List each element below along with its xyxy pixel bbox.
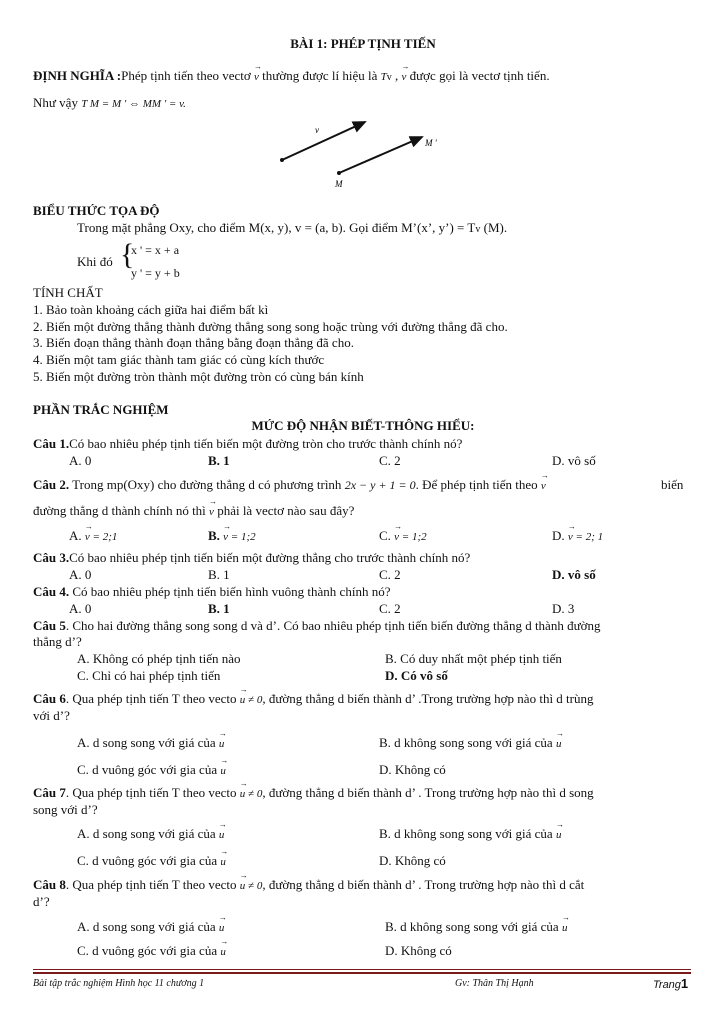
definition-text-c: được gọi là vectơ tịnh tiến. [409, 68, 550, 83]
translation-figure [263, 115, 483, 195]
quiz-subheading: MỨC ĐỘ NHẬN BIẾT-THÔNG HIỂU: [251, 418, 475, 433]
option-d: D. Không có [385, 943, 452, 958]
definition-line-2 [33, 95, 186, 111]
question-4: Câu 4. Có bao nhiêu phép tịnh tiến biến hình vuông thành chính nó? [33, 584, 391, 599]
question-2-end: biến [661, 477, 684, 492]
option-b: B. d không song song với giá của → u [379, 826, 561, 842]
figure-label-v: v [315, 125, 319, 135]
option-c: C. d vuông góc với gia của → u [77, 762, 226, 778]
property-item: 5. Biến một đường tròn thành một đường tròn có cùng bán kính [33, 369, 364, 384]
system-brace: { [120, 238, 135, 271]
question-3: Câu 3.Có bao nhiêu phép tịnh tiến biến một đường thẳng cho trước thành chính nó? [33, 550, 471, 565]
vector-mm-arrow [339, 137, 422, 173]
option-b: B. 1 [208, 453, 230, 468]
equation-y: y ' = y + b [131, 266, 180, 280]
option-d: D. vô số [552, 567, 596, 582]
property-item: 4. Biến một tam giác thành tam giác có cùng kích thước [33, 352, 325, 367]
option-c: C. Chỉ có hai phép tịnh tiến [77, 668, 221, 683]
question-6: Câu 6. Qua phép tịnh tiến T theo vecto → u ≠ 0, đường thẳng d biến thành d’ .Trong trường hợp nào thì d trùng [33, 691, 594, 707]
t-symbol: T [380, 71, 387, 83]
option-d: D. Không có [379, 853, 446, 868]
figure-label-m-prime: M ' [425, 138, 437, 148]
option-c: C. d vuông góc với gia của → u [77, 853, 226, 869]
footer-rule-thin [33, 969, 691, 970]
option-b: B. → v = 1;2 [208, 528, 256, 544]
option-c: C. 2 [379, 601, 401, 616]
khi-do-label: Khi đó [77, 254, 113, 269]
coord-line-1: Trong mặt phẳng Oxy, cho điểm M(x, y), v = (a, b). Gọi điểm M’(x’, y’) = Tv (M). [77, 220, 508, 235]
equation-x: x ' = x + a [131, 243, 180, 257]
option-b: B. 1 [208, 567, 230, 582]
option-b: B. 1 [208, 601, 230, 616]
option-d: D. → v = 2; 1 [552, 528, 603, 544]
option-c: C. → v = 1;2 [379, 528, 427, 544]
property-item: 3. Biến đoạn thẳng thành đoạn thẳng bằng đoạn thẳng đã cho. [33, 335, 354, 350]
question-8-line-2: d’? [33, 894, 50, 909]
option-d: D. Không có [379, 762, 446, 777]
option-d: D. Có vô số [385, 668, 448, 683]
definition-formula: T M = M ' ⇔ MM ' = v. [81, 98, 186, 110]
footer-left: Bài tập trắc nghiệm Hình học 11 chương 1 [33, 978, 205, 989]
option-c: C. d vuông góc với gia của → u [77, 943, 226, 959]
option-a: A. d song song với giá của → u [77, 735, 224, 751]
property-item: 1. Bảo toàn khoảng cách giữa hai điểm bất kì [33, 302, 269, 317]
option-a: A. d song song với giá của → u [77, 919, 224, 935]
definition-line2-prefix: Như vậy [33, 95, 78, 110]
question-7-line-2: song với d’? [33, 802, 98, 817]
question-5: Câu 5. Cho hai đường thẳng song song d và d’. Có bao nhiêu phép tịnh tiến biến đường thẳng d thành đường [33, 618, 601, 633]
footer-page-number: Trang1 [653, 976, 689, 991]
option-d: D. 3 [552, 601, 575, 616]
figure-label-m: M [335, 179, 343, 189]
footer-rule-thick [33, 972, 691, 974]
definition-label: ĐỊNH NGHĨA : [33, 68, 122, 83]
property-item: 2. Biến một đường thẳng thành đường thẳng song song hoặc trùng với đường thẳng đã cho. [33, 319, 508, 334]
definition-line: ĐỊNH NGHĨA :Phép tịnh tiến theo vectơ → v thường được lí hiệu là Tv , → v được gọi là vectơ tịnh tiến. [33, 68, 550, 84]
option-a: A. Không có phép tịnh tiến nào [77, 651, 241, 666]
option-b: B. d không song song với giá của → u [379, 735, 561, 751]
coord-heading: BIỂU THỨC TỌA ĐỘ [33, 203, 160, 218]
question-2: Câu 2. Trong mp(Oxy) cho đường thẳng d có phương trình 2x − y + 1 = 0. Để phép tịnh tiến theo → v [33, 477, 546, 493]
definition-text-a: Phép tịnh tiến theo vectơ [121, 68, 251, 83]
option-c: C. 2 [379, 453, 401, 468]
quiz-heading: PHẦN TRẮC NGHIỆM [33, 402, 169, 417]
properties-heading: TÍNH CHẤT [33, 285, 103, 300]
option-a: A. d song song với giá của → u [77, 826, 224, 842]
page-title: BÀI 1: PHÉP TỊNH TIẾN [290, 36, 436, 51]
option-a: A. 0 [69, 601, 92, 616]
question-8: Câu 8. Qua phép tịnh tiến T theo vecto → u ≠ 0, đường thẳng d biến thành d’ . Trong trường hợp nào thì d cắt [33, 877, 584, 893]
option-b: B. Có duy nhất một phép tịnh tiến [385, 651, 562, 666]
option-a: A. 0 [69, 567, 92, 582]
vector-v-arrow [282, 122, 365, 160]
option-b: B. d không song song với giá của → u [385, 919, 567, 935]
question-5-line-2: thẳng d’? [33, 634, 82, 649]
question-2-line-2: đường thẳng d thành chính nó thì → v phải là vectơ nào sau đây? [33, 503, 354, 519]
definition-text-b: thường được lí hiệu là [262, 68, 378, 83]
option-a: A. 0 [69, 453, 92, 468]
question-6-line-2: với d’? [33, 708, 70, 723]
option-c: C. 2 [379, 567, 401, 582]
question-1: Câu 1.Có bao nhiêu phép tịnh tiến biến một đường tròn cho trước thành chính nó? [33, 436, 463, 451]
footer-author: Gv: Thân Thị Hạnh [455, 978, 534, 989]
option-d: D. vô số [552, 453, 596, 468]
vector-v: → v [254, 71, 259, 83]
question-7: Câu 7. Qua phép tịnh tiến T theo vecto → u ≠ 0, đường thẳng d biến thành d’ . Trong trường hợp nào thì d song [33, 785, 594, 801]
option-a: A. → v = 2;1 [69, 528, 117, 544]
